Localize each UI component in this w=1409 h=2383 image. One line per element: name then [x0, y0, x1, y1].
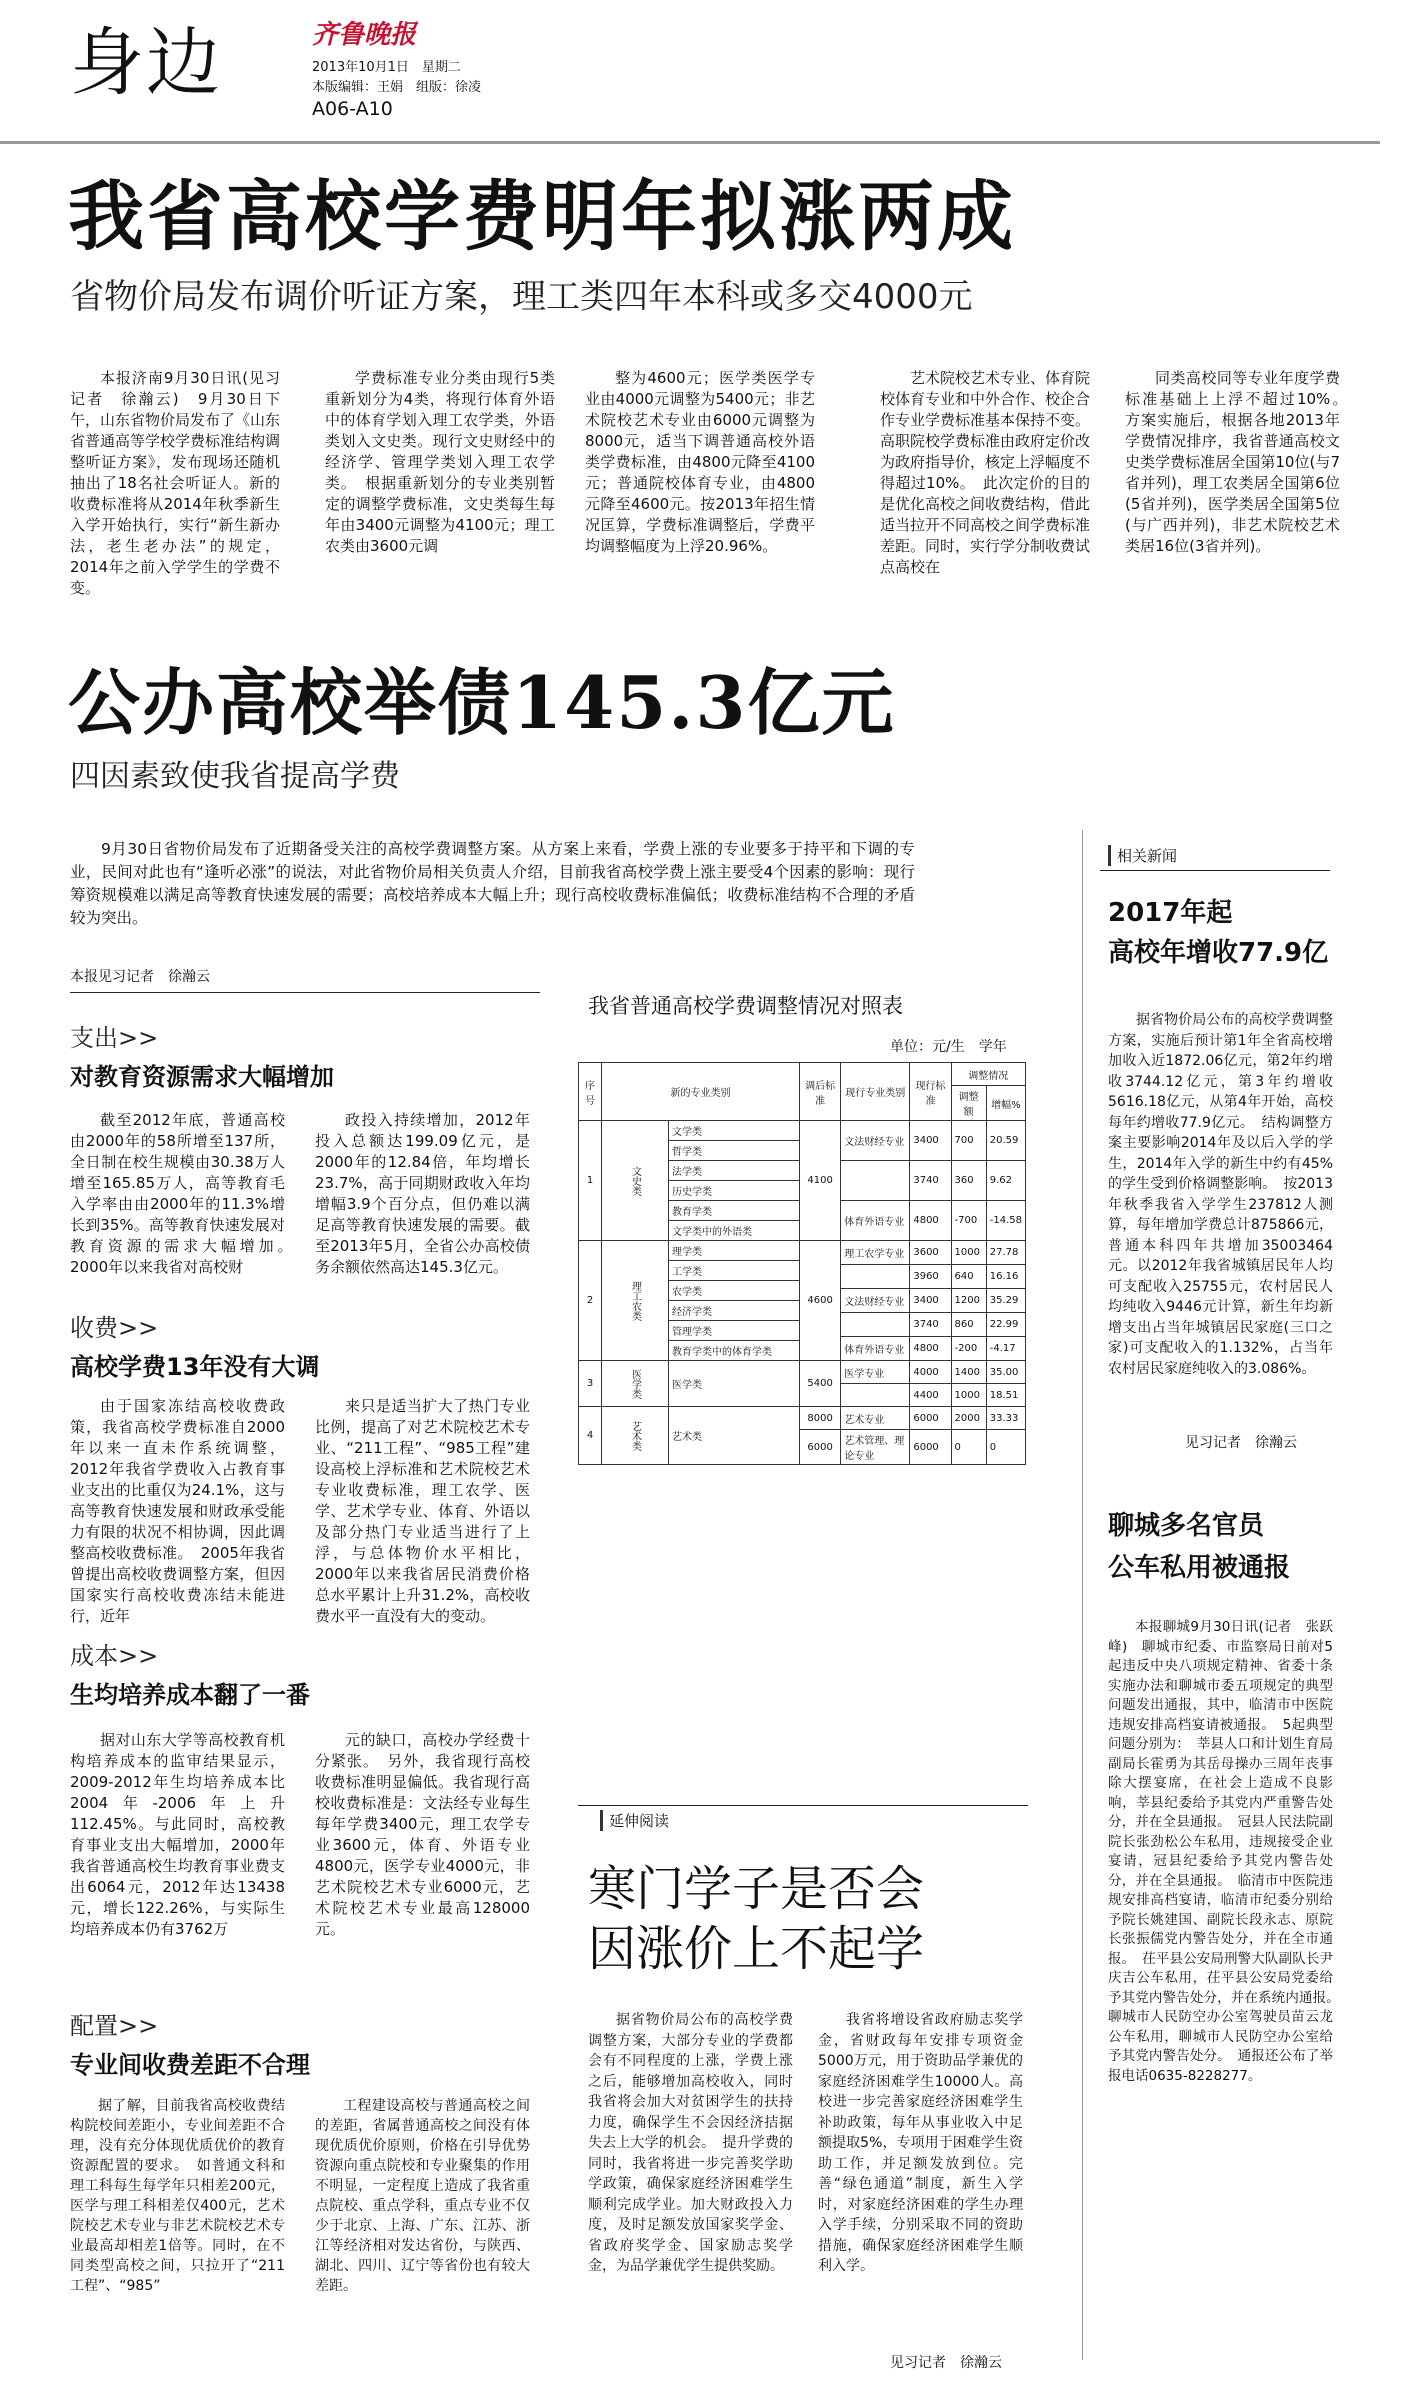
cell-category: 文史类 [602, 1121, 669, 1241]
section-title: 对教育资源需求大幅增加 [70, 1063, 334, 1091]
extended-top-rule [578, 1805, 1028, 1806]
section-body: 由于国家冻结高校收费政策，我省高校学费标准自2000年以来一直未作系统调整，2012年我省学费收入占教育事业支出的比重仅为24.1%，这与高等教育快速发展和财政承受能力有限的状况不相协调，因此调整高校收费标准。 2005年我省曾提出高校收费调整方案，但因国家实行高校收费冻结未能进行，近年 [70, 1397, 285, 1625]
story1-paragraph: 同类高校同等专业年度学费标准基础上上浮不超过10%。 方案实施后，根据各地2013年学费情况排序，我省普通高校文史类学费标准居全国第10位(与7省并列)，理工农类居全国第6位(5省并列)，医学类居全国第5位(与广西并列)，非艺术院校艺术类居16位(3省并列)。 [1125, 369, 1356, 555]
major-item: 教育学类 [669, 1201, 799, 1221]
section-kicker: 配置>> [70, 2012, 159, 2040]
cell-rate: -4.17 [986, 1337, 1025, 1361]
fee-table-row [579, 1241, 1026, 1265]
cell-old: 艺术管理、理论专业 [841, 1430, 910, 1465]
cell-new-std: 4100 [800, 1121, 841, 1241]
page-range: A06-A10 [312, 98, 393, 120]
story1-col-5 [1125, 368, 1356, 557]
header-change: 调整情况 [951, 1063, 1025, 1086]
cell-amt: 640 [951, 1265, 986, 1289]
major-item: 艺术类 [672, 1432, 703, 1443]
cell-cur: 3400 [910, 1121, 951, 1161]
story2-byline-rule [70, 992, 540, 993]
extended-headline-line2: 因涨价上不起学 [588, 1921, 925, 1977]
cell-rate: 35.29 [986, 1289, 1025, 1313]
story2-section-fees [70, 1308, 550, 1382]
cell-rate: 0 [986, 1430, 1025, 1465]
cell-new-std: 5400 [800, 1361, 841, 1407]
cell-cur: 4800 [910, 1201, 951, 1241]
story1-paragraph: 学费标准专业分类由现行5类重新划分为4类，将现行体育外语中的体育学划入理工农学类，外语类划入文史类。现行文史财经中的经济学、管理学类划入理工农学类。 根据重新划分的专业类别暂定的调整学费标准，文史类每生每年由3400元调整为4100元；理工农类由3600元调 [325, 369, 555, 555]
cell-amt: 0 [951, 1430, 986, 1465]
story1-col-1 [70, 368, 280, 599]
major-item: 农学类 [669, 1281, 799, 1301]
cell-cur: 4400 [910, 1384, 951, 1407]
sidebar-story2-body: 本报聊城9月30日讯(记者 张跃峰) 聊城市纪委、市监察局日前对5起违反中央八项规定精神、省委十条实施办法和聊城市委五项规定的典型问题发出通报，其中，临清市中医院违规安排高档宴请被通报。 5起典型问题分别为： 莘县人口和计划生育局副局长霍勇为其岳母操办三周年丧事除大摆宴席，在社会上造成不良影响，莘县纪委给予其党内严重警告处分，并在全县通报。 冠县人民法院副院长张劲松公车私用，违规接受企业宴请，冠县纪委给予其党内警告处分，并在全县通报。 临清市中医院违规安排高档宴请，临清市纪委分别给予院长姚建国、副院长段永志、原院长张振儒党内警告处分，并在全市通报。 茌平县公安局刑警大队副队长尹庆吉公车私用，茌平县公安局党委给予其党内警告处分，并在系统内通报。 聊城市人民防空办公室驾驶员苗云龙公车私用，聊城市人民防空办公室给予其党内警告处分。 通报还公布了举报电话0635-8228277。 [1108, 1619, 1347, 2084]
cell-majors [669, 1241, 800, 1361]
section-body: 元的缺口，高校办学经费十分紧张。 另外，我省现行高校收费标准明显偏低。我省现行高校收费标准是：文法经专业每生每年学费3400元，理工农学专业3600元，体育、外语专业4800元，医学专业4000元，非艺术院校艺术专业6000元，艺术院校艺术专业最高128000元。 [315, 1731, 530, 1938]
section-title: 生均培养成本翻了一番 [70, 1681, 310, 1709]
major-item: 法学类 [669, 1161, 799, 1181]
section-title: 高校学费13年没有大调 [70, 1353, 320, 1381]
section-body: 工程建设高校与普通高校之间的差距，省属普通高校之间没有体现优质优价原则，价格在引导优势资源向重点院校和专业聚集的作用不明显，一定程度上造成了我省重点院校、重点学科，重点专业不仅少于北京、上海、广东、江苏、浙江等经济相对发达省份，与陕西、湖北、四川、辽宁等省份也有较大差距。 [315, 2098, 530, 2294]
major-item: 历史学类 [669, 1181, 799, 1201]
cell-amt: 700 [951, 1121, 986, 1161]
sidebar-story1-title-line1: 2017年起 [1108, 898, 1233, 928]
header-no: 序号 [579, 1063, 602, 1121]
cell-new-std: 6000 [800, 1430, 841, 1465]
cell-old: 体育外语专业 [841, 1337, 910, 1361]
cell-old: 医学专业 [841, 1361, 910, 1384]
header-rate: 增幅% [986, 1086, 1025, 1121]
section-title: 专业间收费差距不合理 [70, 2051, 310, 2079]
sidebar-label-rule [1100, 870, 1330, 871]
story2-intro: 9月30日省物价局发布了近期备受关注的高校学费调整方案。从方案上来看，学费上涨的专业要多于持平和下调的专业，民间对此也有“逢听必涨”的说法，对此省物价局相关负责人介绍，目前我省高校学费上涨主要受4个因素的影响：现行筹资规模难以满足高等教育快速发展的需要；高校培养成本大幅上升；现行高校收费标准偏低；收费标准结构不合理的矛盾较为突出。 [70, 840, 915, 927]
section-kicker: 支出>> [70, 1024, 159, 1052]
fee-table-row [579, 1407, 1026, 1430]
header-new-category: 新的专业类别 [602, 1063, 800, 1121]
cell-cur: 3400 [910, 1289, 951, 1313]
sidebar-story1-body: 据省物价局公布的高校学费调整方案，实施后预计第1年全省高校增加收入近1872.06亿元，第2年约增收3744.12亿元，第3年约增收5616.18亿元，从第4年开始，高校每年约增收77.9亿元。 结构调整方案主要影响2014年及以后入学的学生，2014年入学的新生中约有45%的学生受到价格调整影响。 按2013年秋季我省入学学生237812人测算，每年增加学费总计875866元，普通本科四年共增加35003464元。以2012年我省城镇居民年人均可支配收入25755元，农村居民人均纯收入9446元计算，新生年均新增支出占当年城镇居民家庭(三口之家)可支配收入的1.132%，占当年农村居民家庭纯收入的3.086%。 [1108, 1012, 1333, 1377]
sidebar-story1-byline: 见习记者 徐瀚云 [1185, 1435, 1297, 1451]
cell-cur: 6000 [910, 1407, 951, 1430]
cell-amt: 860 [951, 1313, 986, 1337]
cell-amt: 1400 [951, 1361, 986, 1384]
story2-headline: 公办高校举债145.3亿元 [68, 660, 896, 745]
cell-old: 体育外语专业 [841, 1201, 910, 1241]
cell-cur: 4800 [910, 1337, 951, 1361]
fee-table-row [579, 1121, 1026, 1161]
story2-section-expenditure [70, 1018, 550, 1092]
sidebar-story2-title-line2: 公车私用被通报 [1108, 1553, 1291, 1583]
cell-majors [669, 1121, 800, 1241]
fee-table-unit: 单位：元/生 学年 [890, 1039, 1007, 1055]
major-item: 医学类 [672, 1380, 703, 1391]
major-item: 工学类 [669, 1261, 799, 1281]
cell-rate: 20.59 [986, 1121, 1025, 1161]
section-body: 政投入持续增加，2012年投入总额达199.09亿元，是2000年的12.84倍，年均增长23.7%，高于同期财政收入年均增幅3.9个百分点，但仍难以满足高等教育快速发展的需要。截至2013年5月，全省公办高校债务余额依然高达145.3亿元。 [315, 1111, 530, 1276]
major-item: 经济学类 [669, 1301, 799, 1321]
cell-old: 理工农学专业 [841, 1241, 910, 1265]
cell-old: 文法财经专业 [841, 1289, 910, 1313]
story1-paragraph: 本报济南9月30日讯(见习记者 徐瀚云) 9月30日下午，山东省物价局发布了《山东省普通高等学校学费标准结构调整听证方案》，发布现场还随机抽出了18名社会听证人。新的收费标准将从2014年秋季新生入学开始执行，实行“新生新办法，老生老办法”的规定，2014年之前入学学生的学费不变。 [70, 369, 281, 597]
cell-rate: 18.51 [986, 1384, 1025, 1407]
cell-old [841, 1384, 910, 1407]
masthead-rule [0, 141, 1380, 144]
cell-cur: 6000 [910, 1430, 951, 1465]
cell-new-std: 4600 [800, 1241, 841, 1361]
story1-subhead: 省物价局发布调价听证方案，理工类四年本科或多交4000元 [70, 277, 973, 317]
story2-byline: 本报见习记者 徐瀚云 [70, 969, 210, 985]
cell-majors [669, 1361, 800, 1407]
sidebar-divider [1082, 830, 1083, 2360]
cell-cur: 3600 [910, 1241, 951, 1265]
header-new-std: 调后标准 [800, 1063, 841, 1121]
cell-amt: 360 [951, 1161, 986, 1201]
fee-table-row [579, 1361, 1026, 1384]
cell-rate: 33.33 [986, 1407, 1025, 1430]
sidebar-label: 相关新闻 [1108, 845, 1177, 866]
cell-old [841, 1161, 910, 1201]
cell-amt: -200 [951, 1337, 986, 1361]
story1-col-4 [880, 368, 1090, 578]
cell-category: 医学类 [602, 1361, 669, 1407]
cell-rate: 22.99 [986, 1313, 1025, 1337]
paper-logo: 齐鲁晚报 [312, 20, 417, 50]
section-kicker: 成本>> [70, 1642, 159, 1670]
story1-paragraph: 整为4600元；医学类医学专业由4000元调整为5400元；非艺术院校艺术专业由6000元调整为8000元，适当下调普通高校外语类学费标准，由4800元降至4100元；普通院校体育专业，由4800元降至4600元。按2013年招生情况匡算，学费标准调整后，学费平均调整幅度为上浮20.96%。 [585, 369, 815, 555]
editors-credit: 本版编辑：王娟 组版：徐凌 [312, 80, 482, 95]
fee-table [578, 1062, 1026, 1465]
section-body: 据对山东大学等高校教育机构培养成本的监审结果显示，2009-2012年生均培养成本比2004年-2006年上升112.45%。与此同时，高校教育事业支出大幅增加，2000年我省普通高校生均教育事业费支出6064元，2012年达13438元，增长122.26%，与实际生均培养成本仍有3762万 [70, 1731, 285, 1938]
sidebar-story2-title-line1: 聊城多名官员 [1108, 1511, 1265, 1541]
cell-no: 3 [579, 1361, 602, 1407]
cell-rate: -14.58 [986, 1201, 1025, 1241]
extended-label: 延伸阅读 [600, 1810, 669, 1831]
story1-paragraph: 艺术院校艺术专业、体育院校体育专业和中外合作、校企合作专业学费标准基本保持不变。高职院校学费标准由政府定价改为政府指导价，核定上浮幅度不得超过10%。 此次定价的目的是优化高校之间收费结构，借此适当拉开不同高校之间学费标准差距。同时，实行学分制收费试点高校在 [880, 369, 1091, 576]
story1-col-2 [325, 368, 555, 557]
cell-new-std: 8000 [800, 1407, 841, 1430]
cell-rate: 35.00 [986, 1361, 1025, 1384]
cell-amt: -700 [951, 1201, 986, 1241]
sidebar-story1-title-line2: 高校年增收77.9亿 [1108, 938, 1329, 968]
cell-category: 理工农类 [602, 1241, 669, 1361]
cell-no: 4 [579, 1407, 602, 1465]
header-old-std: 现行标准 [910, 1063, 951, 1121]
issue-date: 2013年10月1日 星期二 [312, 60, 461, 75]
header-amount: 调整额 [951, 1086, 986, 1121]
cell-rate: 16.16 [986, 1265, 1025, 1289]
cell-rate: 27.78 [986, 1241, 1025, 1265]
cell-amt: 1200 [951, 1289, 986, 1313]
cell-cur: 3960 [910, 1265, 951, 1289]
extended-body: 我省将增设省政府励志奖学金，省财政每年安排专项资金5000万元，用于资助品学兼优的家庭经济困难学生10000人。高校进一步完善家庭经济困难学生补助政策，每年从事业收入中足额提取5%，专项用于困难学生资助工作，并足额发放到位。完善“绿色通道”制度，新生入学时，对家庭经济困难的学生办理入学手续，分别采取不同的资助措施，确保家庭经济困难学生顺利入学。 [818, 2012, 1023, 2274]
story2-section-allocation [70, 2006, 550, 2080]
cell-old [841, 1313, 910, 1337]
cell-cur: 3740 [910, 1161, 951, 1201]
cell-amt: 1000 [951, 1384, 986, 1407]
cell-old: 文法财经专业 [841, 1121, 910, 1161]
story1-col-3 [585, 368, 815, 557]
section-body: 截至2012年底，普通高校由2000年的58所增至137所，全日制在校生规模由30.38万人增至165.85万人，高等教育毛入学率由由2000年的11.3%增长到35%。高等教育快速发展对教育资源的需求大幅增加。 2000年以来我省对高校财 [70, 1111, 301, 1276]
section-body: 来只是适当扩大了热门专业比例，提高了对艺术院校艺术专业、“211工程”、“985工程”建设高校上浮标准和艺术院校艺术专业收费标准，理工农学、医学、艺术学专业、体育、外语以及部分热门专业适当进行了上浮，与总体物价水平相比，2000年以来我省居民消费价格总水平累计上升31.2%，高校收费水平一直没有大的变动。 [315, 1397, 530, 1625]
major-item: 管理学类 [669, 1321, 799, 1341]
story2-subhead: 四因素致使我省提高学费 [70, 759, 400, 794]
extended-headline-line1: 寒门学子是否会 [588, 1861, 925, 1917]
cell-amt: 1000 [951, 1241, 986, 1265]
cell-cur: 3740 [910, 1313, 951, 1337]
major-item: 哲学类 [669, 1141, 799, 1161]
header-old-category: 现行专业类别 [841, 1063, 910, 1121]
cell-no: 1 [579, 1121, 602, 1241]
fee-table-grid [578, 1062, 1026, 1465]
section-body: 据了解，目前我省高校收费结构院校间差距小，专业间差距不合理，没有充分体现优质优价的教育资源配置的要求。 如普通文科和理工科每生每学年只相差200元，医学与理工科相差仅400元，艺术院校艺术专业与非艺术院校艺术专业最高却相差1倍等。同时，在不同类型高校之间，只拉开了“211工程”、“985” [70, 2098, 285, 2294]
cell-old [841, 1265, 910, 1289]
major-item: 教育学类中的体育学类 [672, 1347, 773, 1358]
cell-amt: 2000 [951, 1407, 986, 1430]
cell-no: 2 [579, 1241, 602, 1361]
section-kicker: 收费>> [70, 1314, 159, 1342]
major-item: 文学类 [669, 1121, 799, 1141]
extended-byline: 见习记者 徐瀚云 [890, 2355, 1002, 2371]
cell-category: 艺术类 [602, 1407, 669, 1465]
fee-table-title: 我省普通高校学费调整情况对照表 [588, 994, 903, 1018]
story2-section-cost [70, 1636, 550, 1710]
story1-headline: 我省高校学费明年拟涨两成 [68, 172, 1016, 261]
cell-majors [669, 1407, 800, 1465]
section-title: 身边 [70, 20, 222, 106]
extended-body: 据省物价局公布的高校学费调整方案，大部分专业的学费都会有不同程度的上涨，学费上涨之后，能够增加高校收入，同时我省将会加大对贫困学生的扶持力度，确保学生不会因经济拮据失去上大学的机会。 提升学费的同时，我省将进一步完善奖学助学政策，确保家庭经济困难学生顺利完成学业。加大财政投入力度，及时足额发放国家奖学金、省政府奖学金、国家励志奖学金，为品学兼优学生提供奖励。 [588, 2012, 793, 2274]
major-item: 理学类 [669, 1241, 799, 1261]
cell-cur: 4000 [910, 1361, 951, 1384]
major-item: 文学类中的外语类 [672, 1227, 753, 1238]
cell-old: 艺术专业 [841, 1407, 910, 1430]
cell-rate: 9.62 [986, 1161, 1025, 1201]
